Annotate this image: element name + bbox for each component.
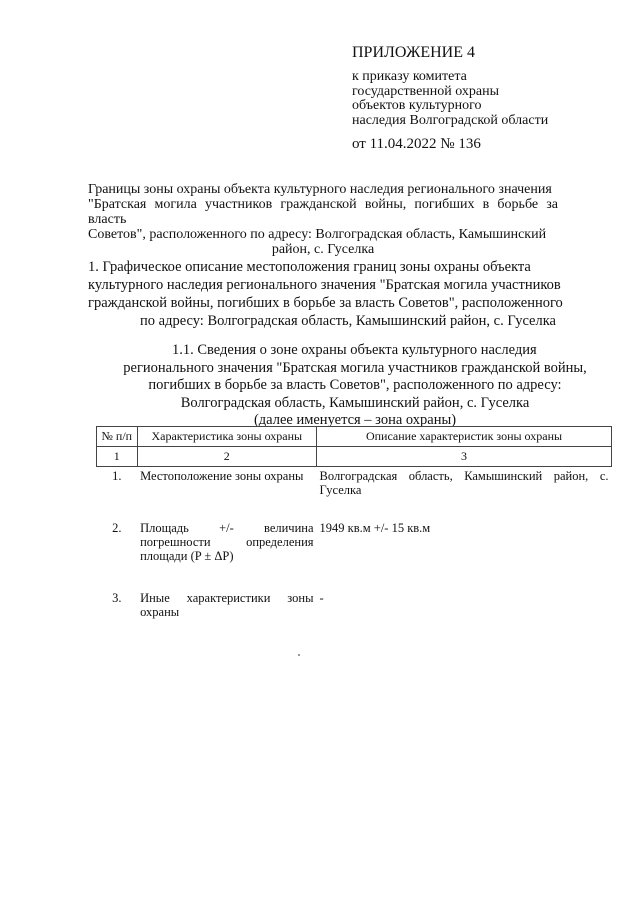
row-name: Иные характеристики зоны охраны — [140, 591, 314, 619]
row-num: 2. — [112, 521, 122, 535]
appendix-line: объектов культурного — [352, 98, 482, 113]
title-line: "Братская могила участников гражданской войны, погибших в борьбе за власть — [88, 197, 558, 227]
section-1-1-line: 1.1. Сведения о зоне охраны объекта культурного наследия — [172, 342, 537, 358]
section-1-line: 1. Графическое описание местоположения границ зоны охраны объекта — [88, 259, 531, 275]
appendix-title: ПРИЛОЖЕНИЕ 4 — [352, 44, 476, 61]
appendix-line: государственной охраны — [352, 83, 500, 99]
table-row — [97, 565, 612, 621]
header-description: Описание характеристик зоны охраны — [317, 427, 612, 447]
table-column-numbers — [97, 447, 612, 467]
header-num: № п/п — [97, 427, 138, 447]
section-1-heading — [88, 258, 608, 330]
row-name: Площадь +/- величина погрешности определения площади (P ± ΔP) — [140, 521, 314, 563]
row-desc: 1949 кв.м +/- 15 кв.м — [319, 521, 431, 535]
zone-table — [96, 426, 612, 621]
section-1-line: культурного наследия регионального значения "Братская могила участников — [88, 277, 561, 293]
section-1-line: гражданской войны, погибших в борьбе за власть Советов", расположенного — [88, 295, 563, 311]
document-title — [88, 182, 558, 257]
row-num: 3. — [112, 591, 122, 605]
title-line: Границы зоны охраны объекта культурного наследия регионального значения — [88, 182, 552, 197]
table-header-row — [97, 427, 612, 447]
section-1-1-line: (далее именуется – зона охраны) — [253, 412, 457, 428]
col-number: 2 — [137, 447, 316, 467]
col-number: 1 — [97, 447, 138, 467]
row-desc: - — [319, 591, 324, 605]
section-1-1-line: Волгоградская область, Камышинский район, с. Гуселка — [180, 394, 530, 411]
table-row — [97, 467, 612, 500]
section-1-1-line: регионального значения "Братская могила участников гражданской войны, — [123, 359, 587, 376]
appendix-line: наследия Волгоградской области — [352, 112, 549, 128]
section-1-1-heading — [100, 342, 610, 430]
row-name: Местоположение зоны охраны — [140, 469, 304, 483]
section-1-1-line: погибших в борьбе за власть Советов", расположенного по адресу: — [148, 377, 562, 393]
header-characteristic: Характеристика зоны охраны — [137, 427, 316, 447]
col-number: 3 — [317, 447, 612, 467]
appendix-line: к приказу комитета — [352, 69, 467, 84]
appendix-subtitle — [352, 70, 548, 128]
scan-speck — [298, 654, 300, 656]
table-row — [97, 499, 612, 565]
section-1-line: по адресу: Волгоградская область, Камышинский район, с. Гуселка — [140, 313, 556, 329]
row-num: 1. — [112, 469, 122, 483]
title-line: район, с. Гуселка — [271, 242, 375, 257]
title-line: Советов", расположенного по адресу: Волгоградская область, Камышинский — [88, 227, 547, 242]
appendix-date: от 11.04.2022 № 136 — [352, 136, 481, 152]
row-desc: Волгоградская область, Камышинский район, с. Гуселка — [319, 469, 609, 497]
